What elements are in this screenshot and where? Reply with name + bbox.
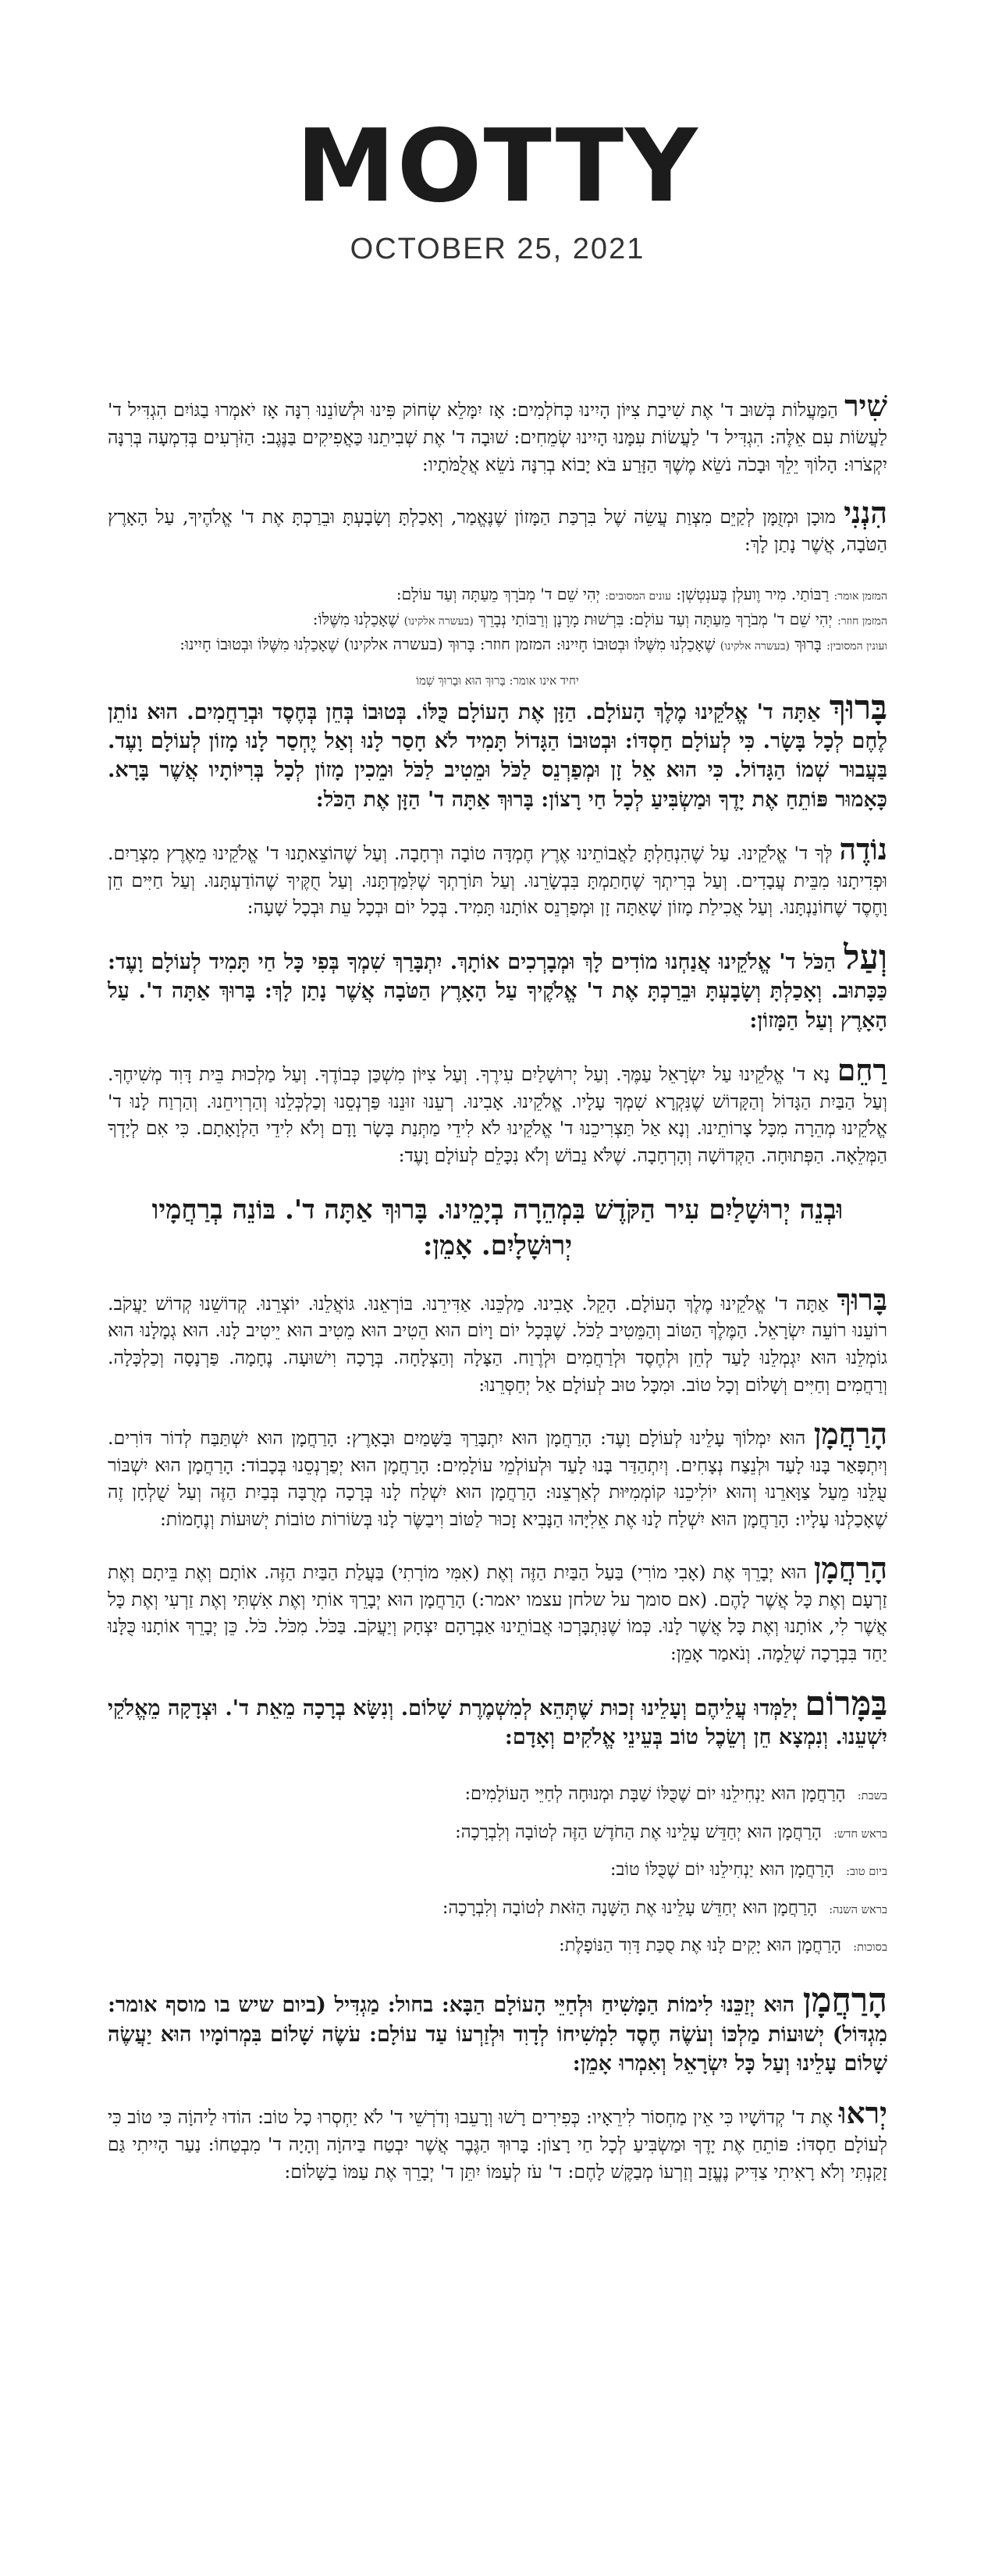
uvneh-yerushalayim-paragraph: וּבְנֵה יְרוּשָׁלַיִם עִיר הַקֹּדֶשׁ בִּמְהֵרָה בְיָמֵינוּ. בָּרוּךְ אַתָּה ד'. בּוֹנֵה בְרַחֲמָיו יְרוּשָׁלָיִם. אָמֵן: bbox=[151, 1194, 844, 1261]
yeru-paragraph bbox=[108, 2096, 887, 2185]
special-day-note: בראש השנה: bbox=[829, 1902, 887, 1916]
hineni-body: מוּכָן וּמְזֻמָּן לְקַיֵּם מִצְוַת עֲשֵׂה שֶׁל בִּרְכַּת הַמָּזוֹן שֶׁנֶּאֱמַר, וְאָכַלְתָּ וְשָׂבָעְתָּ וּבֵרַכְתָּ אֶת ד' אֱלֹהֶיךָ, עַל הָאָרֶץ הַטֹּבָה, אֲשֶׁר נָתַן לָךְ: bbox=[108, 506, 887, 556]
harachaman-lead-word: הָרַחֲמָן bbox=[813, 1550, 887, 1585]
zimun-text: שֶׁאָכַלְנוּ מִשֶּׁלּוֹ וּבְטוּבוֹ חָיִינוּ: המזמן חוזר: בָּרוּךְ (בעשרה אלקינו) שֶׁאָכַלְנוּ מִשֶּׁלּוֹ וּבְטוּבוֹ חָיִינוּ: bbox=[179, 634, 716, 653]
bamarom-lead-word: בַּמָּרוֹם bbox=[805, 1683, 888, 1724]
harachaman-mashiach-paragraph bbox=[108, 1980, 887, 2078]
harachaman-lead-word: הָרַחֲמָן bbox=[813, 1416, 887, 1451]
veal-lead-word: וְעַל bbox=[844, 938, 887, 978]
special-day-line bbox=[108, 1813, 887, 1851]
special-day-note: בסוכות: bbox=[853, 1940, 887, 1954]
zimun-line bbox=[108, 607, 887, 632]
special-day-note: בראש חדש: bbox=[833, 1827, 887, 1841]
special-day-line bbox=[108, 1927, 887, 1964]
zimun-note: עונים המסובים: bbox=[605, 589, 671, 603]
veal-hakol-paragraph bbox=[108, 938, 887, 1035]
hatov-vehametiv-paragraph bbox=[108, 1282, 887, 1399]
rachem-body: נָא ד' אֱלֹקֵינוּ עַל יִשְׂרָאֵל עַמֶּךָ. וְעַל יְרוּשָׁלַיִם עִירֶךָ. וְעַל צִיּוֹן מִשְׁכַּן כְּבוֹדֶךָ. וְעַל מַלְכוּת בֵּית דָּוִד מְשִׁיחֶךָ. וְעַל הַבַּיִת הַגָּדוֹל וְהַקָּדוֹשׁ שֶׁנִּקְרָא שִׁמְךָ עָלָיו. אֱלֹקֵינוּ. אָבִינוּ. רְעֵנוּ זוּנֵנוּ פַּרְנְסֵנוּ וְכַלְכְּלֵנוּ וְהַרְוִיחֵנוּ. וְהַרְוַח לָנוּ ד' אֱלֹקֵינוּ מְהֵרָה מִכָּל צָרוֹתֵינוּ. וְנָא אַל תַּצְרִיכֵנוּ ד' אֱלֹקֵינוּ לֹא לִידֵי מַתְּנַת בָּשָׂר וָדָם וְלֹא לִידֵי הַלְוָאָתָם. כִּי אִם לְיָדְךָ הַמְּלֵאָה. הַפְּתוּחָה. הַקְּדוֹשָׁה וְהָרְחָבָה. שֶׁלֹּא נֵבוֹשׁ וְלֹא נִכָּלֵם לְעוֹלָם וָעֶד: bbox=[108, 1062, 887, 1167]
page-title: MOTTY bbox=[296, 109, 699, 225]
zimun-line bbox=[108, 582, 887, 607]
baruch-lead-word: בָּרוּךְ bbox=[829, 687, 887, 728]
harachaman-mashiach-body: הוּא יְזַכֵּנוּ לִימוֹת הַמָּשִׁיחַ וּלְחַיֵּי הָעוֹלָם הַבָּא: בחול: מַגְדִּיל (ביום שיש בו מוסף אומר: מִגְדּוֹל) יְשׁוּעוֹת מַלְכּוֹ וְעֹשֶׂה חֶסֶד לִמְשִׁיחוֹ לְדָוִד וּלְזַרְעוֹ עַד עוֹלָם: עֹשֶׂה שָׁלוֹם בִּמְרוֹמָיו הוּא יַעֲשֶׂה שָׁלוֹם עָלֵינוּ וְעַל כָּל יִשְׂרָאֵל וְאִמְרוּ אָמֵן: bbox=[108, 1993, 887, 2076]
bamarom-paragraph bbox=[108, 1683, 888, 1752]
baruch-lead-word: בָּרוּךְ bbox=[837, 1282, 887, 1317]
zimun-block bbox=[108, 582, 887, 656]
zimun-note: המזמן חוזר: bbox=[837, 614, 887, 628]
hineni-lead-word: הִנְנִי bbox=[844, 496, 887, 531]
yeru-lead-word: יְראוּ bbox=[838, 2096, 887, 2131]
nodeh-paragraph bbox=[108, 831, 887, 921]
special-day-text: הָרַחֲמָן הוּא יְחַדֵּשׁ עָלֵינוּ אֶת הַשָּׁנָה הַזֹּאת לְטוֹבָה וְלִבְרָכָה: bbox=[442, 1897, 818, 1918]
veal-body: הַכֹּל ד' אֱלֹקֵינוּ אֲנַחְנוּ מוֹדִים לָךְ וּמְבָרְכִים אוֹתָךְ. יִתְבָּרַךְ שִׁמְךָ בְּפִי כָּל חַי תָּמִיד לְעוֹלָם וָעֶד: כַּכָּתוּב. וְאָכַלְתָּ וְשָׂבָעְתָּ וּבֵרַכְתָּ אֶת ד' אֱלֹקֶיךָ עַל הָאָרֶץ הַטֹּבָה אֲשֶׁר נָתַן לָךְ: בָּרוּךְ אַתָּה ד'. עַל הָאָרֶץ וְעַל הַמָּזוֹן: bbox=[108, 950, 887, 1033]
hineni-paragraph bbox=[108, 496, 887, 558]
harachaman-lead-word: הָרַחֲמָן bbox=[802, 1980, 887, 2021]
zimun-note: (בעשרה אלקינו) bbox=[720, 639, 790, 653]
harachaman-body: הוּא יִמְלוֹךְ עָלֵינוּ לְעוֹלָם וָעֶד: הָרַחֲמָן הוּא יִתְבָּרַךְ בַּשָּׁמַיִם וּבָאָרֶץ: הָרַחֲמָן הוּא יִשְׁתַּבַּח לְדוֹר דּוֹרִים. וְיִתְפָּאַר בָּנוּ לָעַד וּלְנֵצַח נְצָחִים. וְיִתְהַדַּר בָּנוּ לָעַד וּלְעוֹלְמֵי עוֹלָמִים: הָרַחֲמָן הוּא יְפַרְנְסֵנוּ בְּכָבוֹד: הָרַחֲמָן הוּא יִשְׁבּוֹר עֻלֵּנוּ מֵעַל צַוָּארֵנוּ וְהוּא יוֹלִיכֵנוּ קוֹמְמִיּוּת לְאַרְצֵנוּ: הָרַחֲמָן הוּא יִשְׁלַח לָנוּ בְּרָכָה מְרֻבָּה בְּבַיִת הַזֶּה וְעַל שֻׁלְחָן זֶה שֶׁאָכַלְנוּ עָלָיו: הָרַחֲמָן הוּא יִשְׁלַח לָנוּ אֶת אֵלִיָּהוּ הַנָּבִיא זָכוּר לַטּוֹב וִיבַשֶּׂר לָנוּ בְּשׂוֹרוֹת טוֹבוֹת יְשׁוּעוֹת וְנֶחָמוֹת: bbox=[108, 1426, 887, 1531]
event-date: OCTOBER 25, 2021 bbox=[350, 233, 645, 265]
bamarom-body: יְלַמְּדוּ עֲלֵיהֶם וְעָלֵינוּ זְכוּת שֶׁתְּהֵא לְמִשְׁמֶרֶת שָׁלוֹם. וְנִשָּׂא בְרָכָה מֵאֵת ד'. וּצְדָקָה מֵאֱלֹקֵי יִשְׁעֵנוּ. וְנִמְצָא חֵן וְשֵׂכֶל טוֹב בְּעֵינֵי אֱלֹקִים וְאָדָם: bbox=[108, 1695, 887, 1750]
shir-body: הַמַּעֲלוֹת בְּשׁוּב ד' אֶת שִׁיבַת צִיּוֹן הָיִינוּ כְּחֹלְמִים: אָז יִמָּלֵא שְׂחוֹק פִּינוּ וּלְשׁוֹנֵנוּ רִנָּה אָז יֹאמְרוּ בַגּוֹיִם הִגְדִּיל ד' לַעֲשׂוֹת עִם אֵלֶּה: הִגְדִּיל ד' לַעֲשׂוֹת עִמָּנוּ הָיִינוּ שְׂמֵחִים: שׁוּבָה ד' אֶת שְׁבִיתֵנוּ כַּאֲפִיקִים בַּנֶּגֶב: הַזֹּרְעִים בְּדִמְעָה בְּרִנָּה יִקְצֹרוּ: הָלוֹךְ יֵלֵךְ וּבָכֹה נֹשֵׂא מֶשֶׁךְ הַזָּרַע בֹּא יָבוֹא בְרִנָּה נֹשֵׂא אֲלֻמֹּתָיו: bbox=[108, 399, 887, 475]
shir-hamaalot-paragraph bbox=[108, 389, 887, 478]
harachaman-host-paragraph bbox=[108, 1550, 887, 1667]
nodeh-lead-word: נוֹדֶה bbox=[839, 831, 887, 866]
special-days-list bbox=[108, 1775, 887, 1964]
zimun-note: ועונין המסובין: bbox=[826, 639, 887, 653]
special-day-line bbox=[108, 1889, 887, 1927]
special-day-note: בשבת: bbox=[857, 1789, 887, 1803]
harachaman-host-body: הוּא יְבָרֵךְ אֶת (אָבִי מוֹרִי) בַּעַל הַבַּיִת הַזֶּה וְאֶת (אִמִּי מוֹרָתִי) בַּעֲלַת הַבַּיִת הַזֶּה. אוֹתָם וְאֶת בֵּיתָם וְאֶת זַרְעָם וְאֶת כָּל אֲשֶׁר לָהֶם. (אם סומך על שלחן עצמו יאמר:) הָרַחֲמָן הוּא יְבָרֵךְ אוֹתִי וְאֶת אִשְׁתִּי וְאֶת זַרְעִי וְאֶת כָּל אֲשֶׁר לִי, אוֹתָנוּ וְאֶת כָּל אֲשֶׁר לָנוּ. כְּמוֹ שֶׁנִּתְבָּרְכוּ אֲבוֹתֵינוּ אַבְרָהָם יִצְחָק וְיַעֲקֹב. בַּכֹּל. מִכֹּל. כֹּל. כֵּן יְבָרֵךְ אוֹתָנוּ כֻּלָּנוּ יַחַד בִּבְרָכָה שְׁלֵמָה. וְנֹאמַר אָמֵן: bbox=[108, 1560, 887, 1665]
hatov-body: אַתָּה ד' אֱלֹקֵינוּ מֶלֶךְ הָעוֹלָם. הָקֵל. אָבִינוּ. מַלְכֵּנוּ. אַדִּירֵנוּ. בּוֹרְאֵנוּ. גּוֹאֲלֵנוּ. יוֹצְרֵנוּ. קְדוֹשֵׁנוּ קְדוֹשׁ יַעֲקֹב. רוֹעֵנוּ רוֹעֵה יִשְׂרָאֵל. הַמֶּלֶךְ הַטּוֹב וְהַמֵּטִיב לַכֹּל. שֶׁבְּכָל יוֹם וָיוֹם הוּא הֵטִיב הוּא מֵטִיב הוּא יֵיטִיב לָנוּ. הוּא גְמָלָנוּ הוּא גוֹמְלֵנוּ הוּא יִגְמְלֵנוּ לָעַד לְחֵן וּלְחֶסֶד וּלְרַחֲמִים וּלְרֶוַח. הַצָּלָה וְהַצְלָחָה. בְּרָכָה וִישׁוּעָה. נֶחָמָה. פַּרְנָסָה וְכַלְכָּלָה. וְרַחֲמִים וְחַיִּים וְשָׁלוֹם וְכָל טוֹב. וּמִכָּל טוּב לְעוֹלָם אַל יְחַסְּרֵנוּ: bbox=[108, 1292, 887, 1397]
special-day-text: הָרַחֲמָן הוּא יְחַדֵּשׁ עָלֵינוּ אֶת הַחֹדֶשׁ הַזֶּה לְטוֹבָה וְלִבְרָכָה: bbox=[455, 1821, 822, 1842]
birkat-hamazon-text bbox=[108, 389, 888, 2545]
rachem-paragraph bbox=[108, 1052, 887, 1169]
zimun-text: שֶׁאָכַלְנוּ מִשֶּׁלּוֹ: bbox=[312, 609, 400, 628]
hazan-body: אַתָּה ד' אֱלֹקֵינוּ מֶלֶךְ הָעוֹלָם. הַזָּן אֶת הָעוֹלָם כֻּלּוֹ. בְּטוּבוֹ בְּחֵן בְּחֶסֶד וּבְרַחֲמִים. הוּא נוֹתֵן לֶחֶם לְכָל בָּשָׂר. כִּי לְעוֹלָם חַסְדּוֹ: וּבְטוּבוֹ הַגָּדוֹל תָּמִיד לֹא חָסַר לָנוּ וְאַל יֶחְסַר לָנוּ מָזוֹן לְעוֹלָם וָעֶד. בַּעֲבוּר שְׁמוֹ הַגָּדוֹל. כִּי הוּא אֵל זָן וּמְפַרְנֵס לַכֹּל וּמֵטִיב לַכֹּל וּמֵכִין מָזוֹן לְכָל בְּרִיּוֹתָיו אֲשֶׁר בָּרָא. כָּאָמוּר פּוֹתֵחַ אֶת יָדֶךָ וּמַשְׂבִּיעַ לְכָל חַי רָצוֹן: בָּרוּךְ אַתָּה ד' הַזָּן אֶת הַכֹּל: bbox=[108, 699, 887, 812]
rachem-lead-word: רַחֵם bbox=[837, 1052, 887, 1087]
harachaman-paragraph bbox=[108, 1416, 887, 1533]
zimun-line bbox=[108, 632, 887, 656]
zimun-text: בָּרוּךְ bbox=[794, 634, 822, 653]
zimun-text: רַבּוֹתַי. מִיר וֶועלְן בֶּענְטְשְׁן: bbox=[676, 584, 830, 603]
nodeh-body: לְּךָ ד' אֱלֹקֵינוּ. עַל שֶׁהִנְחַלְתָּ לַאֲבוֹתֵינוּ אֶרֶץ חֶמְדָּה טוֹבָה וּרְחָבָה. וְעַל שֶׁהוֹצֵאתָנוּ ד' אֱלֹקֵינוּ מֵאֶרֶץ מִצְרַיִם. וּפְדִיתָנוּ מִבֵּית עֲבָדִים. וְעַל בְּרִיתְךָ שֶׁחָתַמְתָּ בִּבְשָׂרֵנוּ. וְעַל תּוֹרָתְךָ שֶׁלִּמַּדְתָּנוּ. וְעַל חֻקֶּיךָ שֶׁהוֹדַעְתָּנוּ. וְעַל חַיִּים חֵן וָחֶסֶד שֶׁחוֹנַנְתָּנוּ. וְעַל אֲכִילַת מָזוֹן שָׁאַתָּה זָן וּמְפַרְנֵס אוֹתָנוּ תָּמִיד. בְּכָל יוֹם וּבְכָל עֵת וּבְכָל שָׁעָה: bbox=[108, 841, 887, 919]
yachid-note: יחיד אינו אומר: בָּרוּךְ הוּא וּבָרוּךְ שְׁמוֹ bbox=[416, 673, 579, 688]
zimun-note: (בעשרה אלקינו) bbox=[403, 614, 474, 628]
shir-lead-word: שִׁיר bbox=[844, 389, 887, 423]
special-day-text: הָרַחֲמָן הוּא יָקִים לָנוּ אֶת סֻכַּת דָּוִד הַנּוֹפָלֶת: bbox=[559, 1934, 842, 1955]
zimun-text: יְהִי שֵׁם ד' מְבֹרָךְ מֵעַתָּה וְעַד עוֹלָם: bbox=[396, 584, 600, 603]
yeru-body: אֶת ד' קְדוֹשָׁיו כִּי אֵין מַחְסוֹר לִירֵאָיו: כְּפִירִים רָשׁוּ וְרָעֵבוּ וְדֹרְשֵׁי ד' לֹא יַחְסְרוּ כָל טוֹב: הוֹדוּ לַיהוָֹה כִּי טוֹב כִּי לְעוֹלָם חַסְדּוֹ: פּוֹתֵחַ אֶת יָדֶךָ וּמַשְׂבִּיעַ לְכָל חַי רָצוֹן: בָּרוּךְ הַגֶּבֶר אֲשֶׁר יִבְטַח בַּיהוָֹה וְהָיָה ד' מִבְטַחוֹ: נַעַר הָיִיתִי גַּם זָקַנְתִּי וְלֹא רָאִיתִי צַדִּיק נֶעֱזָב וְזַרְעוֹ מְבַקֶּשׁ לָחֶם: ד' עֹז לְעַמּוֹ יִתֵּן ד' יְבָרֵךְ אֶת עַמּוֹ בַשָּׁלוֹם: bbox=[108, 2106, 887, 2183]
zimun-text: יְהִי שֵׁם ד' מְבֹרָךְ מֵעַתָּה וְעַד עוֹלָם: בִּרְשׁוּת מָרָנָן וְרַבּוֹתַי נְבָרֵךְ bbox=[478, 609, 833, 628]
special-day-text: הָרַחֲמָן הוּא יַנְחִילֵנוּ יוֹם שֶׁכֻּלּוֹ שַׁבָּת וּמְנוּחָה לְחַיֵּי הָעוֹלָמִים: bbox=[464, 1784, 846, 1805]
hazan-blessing-paragraph bbox=[108, 687, 887, 814]
special-day-line bbox=[108, 1775, 887, 1813]
special-day-note: ביום טוב: bbox=[846, 1865, 887, 1879]
zimun-note: המזמן אומר: bbox=[833, 589, 887, 603]
special-day-line bbox=[108, 1851, 887, 1888]
special-day-text: הָרַחֲמָן הוּא יַנְחִילֵנוּ יוֹם שֶׁכֻּלּוֹ טוֹב: bbox=[609, 1859, 834, 1880]
